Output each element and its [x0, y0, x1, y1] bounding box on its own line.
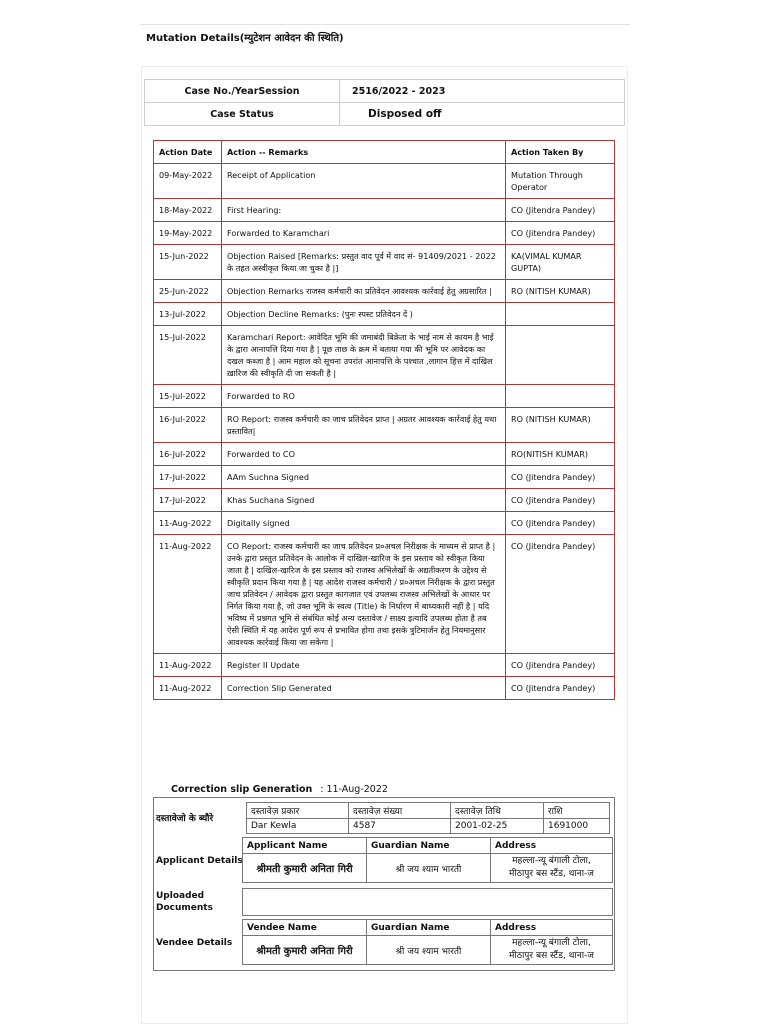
- action-taken-by: CO (Jitendra Pandey): [506, 535, 615, 654]
- doc-date-value: 2001-02-25: [451, 819, 544, 834]
- vendee-table: [242, 919, 613, 965]
- correction-slip-date: : 11-Aug-2022: [320, 784, 388, 795]
- action-date: 11-Aug-2022: [154, 677, 222, 700]
- correction-slip-box: [153, 797, 615, 971]
- applicant-address-header: Address: [491, 838, 613, 854]
- action-remarks: Correction Slip Generated: [222, 677, 506, 700]
- action-row: [154, 466, 615, 489]
- vendee-guardian: श्री जय श्याम भारती: [367, 936, 491, 965]
- vendee-name: श्रीमती कुमारी अनिता गिरी: [243, 936, 367, 965]
- vendee-value-row: [243, 936, 613, 965]
- header-action-date: Action Date: [154, 141, 222, 164]
- correction-slip-title: [171, 784, 388, 795]
- top-divider: [140, 24, 630, 25]
- action-taken-by: CO (Jitendra Pandey): [506, 677, 615, 700]
- action-row: [154, 222, 615, 245]
- action-row: [154, 385, 615, 408]
- vendee-address: [491, 936, 613, 965]
- doc-amount-header: राशि: [544, 803, 610, 819]
- action-row: [154, 512, 615, 535]
- header-action-taken-by: Action Taken By: [506, 141, 615, 164]
- action-taken-by: CO (Jitendra Pandey): [506, 199, 615, 222]
- applicant-table: [242, 837, 613, 883]
- action-remarks: Objection Remarks राजस्व कर्मचारी का प्रतिवेदन आवश्यक कार्रवाई हेतु अग्रसारित |: [222, 280, 506, 303]
- applicant-details-label: Applicant Details: [156, 856, 243, 866]
- action-taken-by: [506, 303, 615, 326]
- case-number-value: 2516/2022 - 2023: [340, 80, 625, 103]
- action-row: [154, 303, 615, 326]
- action-remarks: Forwarded to RO: [222, 385, 506, 408]
- applicant-address-line1: महल्ला-न्यू बंगाली टोला,: [512, 856, 591, 866]
- action-remarks: CO Report: राजस्व कर्मचारी का जाच प्रतिवेदन प्र०अचल निरीक्षक के माध्यम से प्राप्त है | उनके द्वारा प्रस्तुत प्रतिवेदन के आलोक में दाखिल-खारिज के इस प्रस्ताव को स्वीकृत किया जाता है | दाखिल-खारिज के इस प्रस्ताव को राजस्व अभिलेखों के अद्यतीकरण के उद्देश्य से स्वीकृति प्रदान किया गया है | यह आदेश राजस्व कर्मचारी / प्र०अचल निरीक्षक के द्वारा प्रस्तुत जाच प्रतिवेदन / आवेदक द्वारा प्रस्तुत कागजात एवं उपलब्ध राजस्व अभिलेखों के आधार पर निर्गत किया गया है, जो उक्त भूमि के स्वत्व (Title) के निर्धारण में बाध्यकारी नहीं है | यदि भविष्य में प्रश्नगत भूमि से संबंधित कोई अन्य दस्तावेज / साक्ष्य इत्यादि उपलब्ध होता है तब ऐसी स्थिति में यह आदेश पूर्ण रूप से प्रभावित होगा तथा इसके त्रुटिमार्जन हेतु नियमानुसार आवश्यक कार्रवाई किया जा सकेगा |: [222, 535, 506, 654]
- action-row: [154, 326, 615, 385]
- action-row: [154, 443, 615, 466]
- documents-value-row: [247, 819, 610, 834]
- applicant-guardian-header: Guardian Name: [367, 838, 491, 854]
- action-remarks: Karamchari Report: आवेदित भूमि की जमाबंदी बिक्रेता के भाई नाम से कायम है भाई के द्वारा आनापत्ति दिया गया है | पूछ ताछ के क्रम में बताया गया की भूमि पर आवेदक का दखल कब्जा है | आम महाल को सूचना उपरांत आनापत्ति के पश्चात ,लागान हित्त में दाखिल ख़ारिज की स्वीकृति दी जा सकती है |: [222, 326, 506, 385]
- doc-number-value: 4587: [349, 819, 451, 834]
- uploaded-documents-label: [156, 890, 213, 914]
- action-row: [154, 280, 615, 303]
- action-remarks: First Hearing:: [222, 199, 506, 222]
- action-date: 15-Jun-2022: [154, 245, 222, 280]
- action-remarks: Receipt of Application: [222, 164, 506, 199]
- action-taken-by: RO(NITISH KUMAR): [506, 443, 615, 466]
- action-remarks: Khas Suchana Signed: [222, 489, 506, 512]
- applicant-header-row: [243, 838, 613, 854]
- action-taken-by: RO (NITISH KUMAR): [506, 408, 615, 443]
- action-row: [154, 245, 615, 280]
- action-row: [154, 489, 615, 512]
- case-number-row: [145, 80, 625, 103]
- action-taken-by: KA(VIMAL KUMAR GUPTA): [506, 245, 615, 280]
- applicant-value-row: [243, 854, 613, 883]
- action-taken-by: Mutation Through Operator: [506, 164, 615, 199]
- action-date: 18-May-2022: [154, 199, 222, 222]
- doc-type-value: Dar Kewla: [247, 819, 349, 834]
- action-taken-by: CO (Jitendra Pandey): [506, 489, 615, 512]
- applicant-address: [491, 854, 613, 883]
- action-date: 11-Aug-2022: [154, 512, 222, 535]
- action-date: 17-Jul-2022: [154, 489, 222, 512]
- documents-table: [246, 802, 610, 834]
- action-remarks: Forwarded to CO: [222, 443, 506, 466]
- action-remarks: Register II Update: [222, 654, 506, 677]
- case-info-table: [144, 79, 625, 126]
- action-row: [154, 408, 615, 443]
- action-remarks: RO Report: राजस्व कर्मचारी का जाच प्रतिवेदन प्राप्त | अग्रतर आवश्यक कार्रवाई हेतु यथा प्रस्तावित|: [222, 408, 506, 443]
- action-row: [154, 677, 615, 700]
- action-taken-by: CO (Jitendra Pandey): [506, 466, 615, 489]
- vendee-address-header: Address: [491, 920, 613, 936]
- doc-date-header: दस्तावेज़ तिथि: [451, 803, 544, 819]
- action-remarks: AAm Suchna Signed: [222, 466, 506, 489]
- applicant-guardian: श्री जय श्याम भारती: [367, 854, 491, 883]
- applicant-name-header: Applicant Name: [243, 838, 367, 854]
- header-action-remarks: Action -- Remarks: [222, 141, 506, 164]
- doc-amount-value: 1691000: [544, 819, 610, 834]
- correction-slip-label: Correction slip Generation: [171, 784, 313, 795]
- action-date: 25-Jun-2022: [154, 280, 222, 303]
- action-row: [154, 654, 615, 677]
- action-date: 19-May-2022: [154, 222, 222, 245]
- doc-number-header: दस्तावेज़ संख्या: [349, 803, 451, 819]
- vendee-address-line1: महल्ला-न्यू बंगाली टोला,: [512, 938, 591, 948]
- applicant-address-line2: मीठापुर बस स्टैंड, थाना-ज: [509, 869, 594, 879]
- action-taken-by: RO (NITISH KUMAR): [506, 280, 615, 303]
- action-date: 13-Jul-2022: [154, 303, 222, 326]
- page-title: Mutation Details(म्युटेशन आवेदन की स्थिति): [146, 33, 344, 44]
- action-row: [154, 535, 615, 654]
- action-date: 15-Jul-2022: [154, 385, 222, 408]
- applicant-name: श्रीमती कुमारी अनिता गिरी: [243, 854, 367, 883]
- action-date: 17-Jul-2022: [154, 466, 222, 489]
- vendee-address-line2: मीठापुर बस स्टैंड, थाना-ज: [509, 951, 594, 961]
- action-taken-by: CO (Jitendra Pandey): [506, 222, 615, 245]
- action-date: 09-May-2022: [154, 164, 222, 199]
- action-row: [154, 164, 615, 199]
- uploaded-documents-area: [242, 888, 613, 916]
- documents-label: दस्तावेजो के ब्यौरे: [156, 814, 214, 824]
- action-taken-by: CO (Jitendra Pandey): [506, 512, 615, 535]
- uploaded-label-line2: Documents: [156, 903, 213, 913]
- action-date: 16-Jul-2022: [154, 443, 222, 466]
- action-history-table: [153, 140, 615, 700]
- action-header-row: [154, 141, 615, 164]
- vendee-details-label: Vendee Details: [156, 938, 233, 948]
- documents-header-row: [247, 803, 610, 819]
- doc-type-header: दस्तावेज़ प्रकार: [247, 803, 349, 819]
- action-date: 15-Jul-2022: [154, 326, 222, 385]
- vendee-header-row: [243, 920, 613, 936]
- action-remarks: Digitally signed: [222, 512, 506, 535]
- action-date: 16-Jul-2022: [154, 408, 222, 443]
- action-date: 11-Aug-2022: [154, 535, 222, 654]
- case-status-row: [145, 103, 625, 126]
- action-remarks: Objection Decline Remarks: (पुनः स्पस्ट प्रतिवेदन दें ): [222, 303, 506, 326]
- action-taken-by: [506, 326, 615, 385]
- action-row: [154, 199, 615, 222]
- action-date: 11-Aug-2022: [154, 654, 222, 677]
- case-status-value: Disposed off: [340, 103, 625, 126]
- action-remarks: Forwarded to Karamchari: [222, 222, 506, 245]
- action-remarks: Objection Raised [Remarks: प्रस्तुत वाद पूर्व में वाद सं- 91409/2021 - 2022 के तहत अस्वीकृत किया जा चुका है |]: [222, 245, 506, 280]
- action-taken-by: CO (Jitendra Pandey): [506, 654, 615, 677]
- vendee-name-header: Vendee Name: [243, 920, 367, 936]
- action-taken-by: [506, 385, 615, 408]
- uploaded-label-line1: Uploaded: [156, 891, 205, 901]
- case-status-label: Case Status: [145, 103, 340, 126]
- case-number-label: Case No./YearSession: [145, 80, 340, 103]
- vendee-guardian-header: Guardian Name: [367, 920, 491, 936]
- action-rows: [154, 164, 615, 700]
